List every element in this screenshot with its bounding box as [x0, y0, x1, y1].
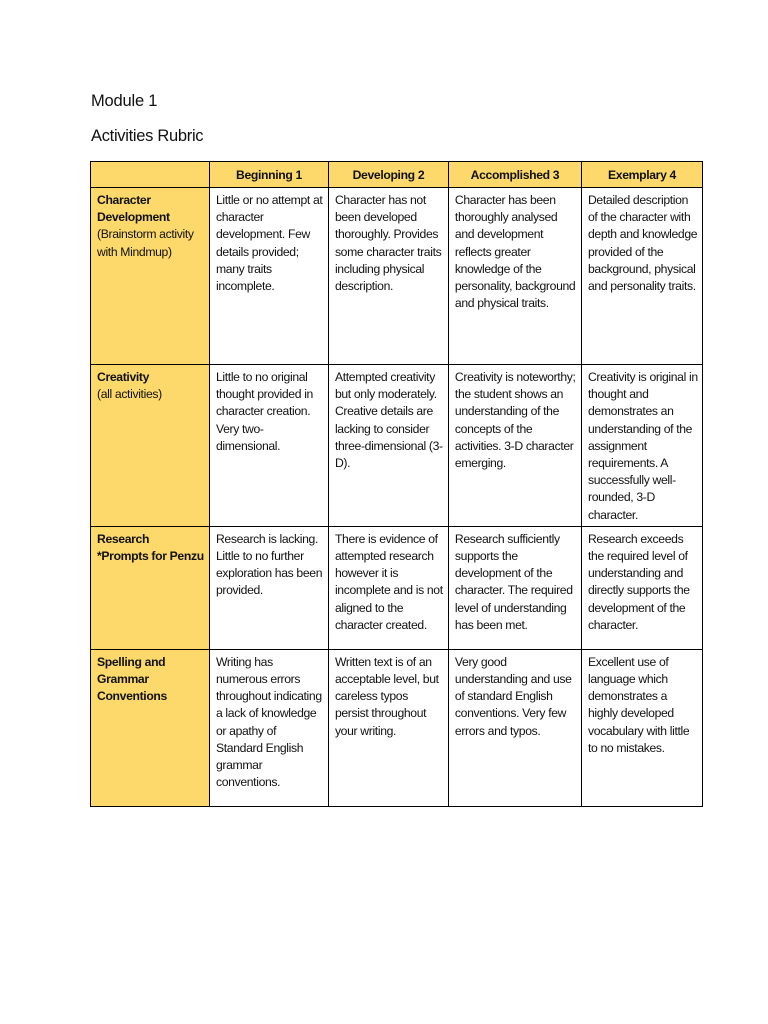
- rubric-cell-developing: Written text is of an acceptable level, but careless typos persist throughout your writing.: [328, 649, 448, 806]
- criteria-cell: [91, 649, 210, 806]
- criteria-name: Creativity: [97, 370, 150, 384]
- header-cell-accomplished: Accomplished 3: [448, 162, 581, 188]
- header-cell-criteria: [91, 162, 210, 188]
- rubric-cell-exemplary: Detailed description of the character with depth and knowledge provided of the background, physical and personality traits.: [581, 188, 702, 365]
- rubric-row-spelling-grammar: [91, 649, 703, 806]
- rubric-cell-accomplished: Research sufficiently supports the development of the character. The required level of understanding has been met.: [448, 526, 581, 649]
- rubric-cell-developing: Attempted creativity but only moderately. Creative details are lacking to consider three-dimensional (3-D).: [328, 365, 448, 527]
- rubric-cell-developing: There is evidence of attempted research however it is incomplete and is not aligned to the character created.: [328, 526, 448, 649]
- criteria-name: Spelling and Grammar Conventions: [97, 654, 167, 704]
- rubric-cell-exemplary: Research exceeds the required level of understanding and directly supports the development of the character.: [581, 526, 702, 649]
- criteria-cell: [91, 526, 210, 649]
- rubric-cell-beginning: Little to no original thought provided in character creation. Very two-dimensional.: [209, 365, 328, 527]
- criteria-cell: [91, 365, 210, 527]
- rubric-row-character-development: [91, 188, 703, 365]
- criteria-note: (Brainstorm activity with Mindmup): [97, 227, 194, 259]
- header-cell-developing: Developing 2: [328, 162, 448, 188]
- header-cell-exemplary: Exemplary 4: [581, 162, 702, 188]
- rubric-header-row: [91, 162, 703, 188]
- rubric-cell-exemplary: Excellent use of language which demonstrates a highly developed vocabulary with little to no mistakes.: [581, 649, 702, 806]
- module-title: Module 1: [91, 92, 158, 110]
- criteria-name: Research: [97, 531, 150, 546]
- rubric-row-creativity: [91, 365, 703, 527]
- criteria-cell: [91, 188, 210, 365]
- rubric-cell-beginning: Little or no attempt at character development. Few details provided; many traits incomplete.: [209, 188, 328, 365]
- rubric-cell-accomplished: Creativity is noteworthy; the student shows an understanding of the concepts of the activities. 3-D character emerging.: [448, 365, 581, 527]
- section-title: Activities Rubric: [91, 127, 204, 145]
- criteria-note: *Prompts for Penzu: [97, 549, 204, 564]
- rubric-cell-developing: Character has not been developed thoroughly. Provides some character traits including physical description.: [328, 188, 448, 365]
- rubric-cell-beginning: Research is lacking. Little to no further exploration has been provided.: [209, 526, 328, 649]
- rubric-table: [90, 161, 703, 807]
- rubric-cell-exemplary: Creativity is original in thought and demonstrates an understanding of the assignment requirements. A successfully well-rounded, 3-D character.: [581, 365, 702, 527]
- rubric-cell-accomplished: Character has been thoroughly analysed and development reflects greater knowledge of the personality, background and physical traits.: [448, 188, 581, 365]
- criteria-note: (all activities): [97, 387, 162, 402]
- criteria-name: Character Development: [97, 193, 170, 225]
- rubric-cell-accomplished: Very good understanding and use of standard English conventions. Very few errors and typos.: [448, 649, 581, 806]
- rubric-cell-beginning: Writing has numerous errors throughout indicating a lack of knowledge or apathy of Standard English grammar conventions.: [209, 649, 328, 806]
- rubric-row-research: [91, 526, 703, 649]
- header-cell-beginning: Beginning 1: [209, 162, 328, 188]
